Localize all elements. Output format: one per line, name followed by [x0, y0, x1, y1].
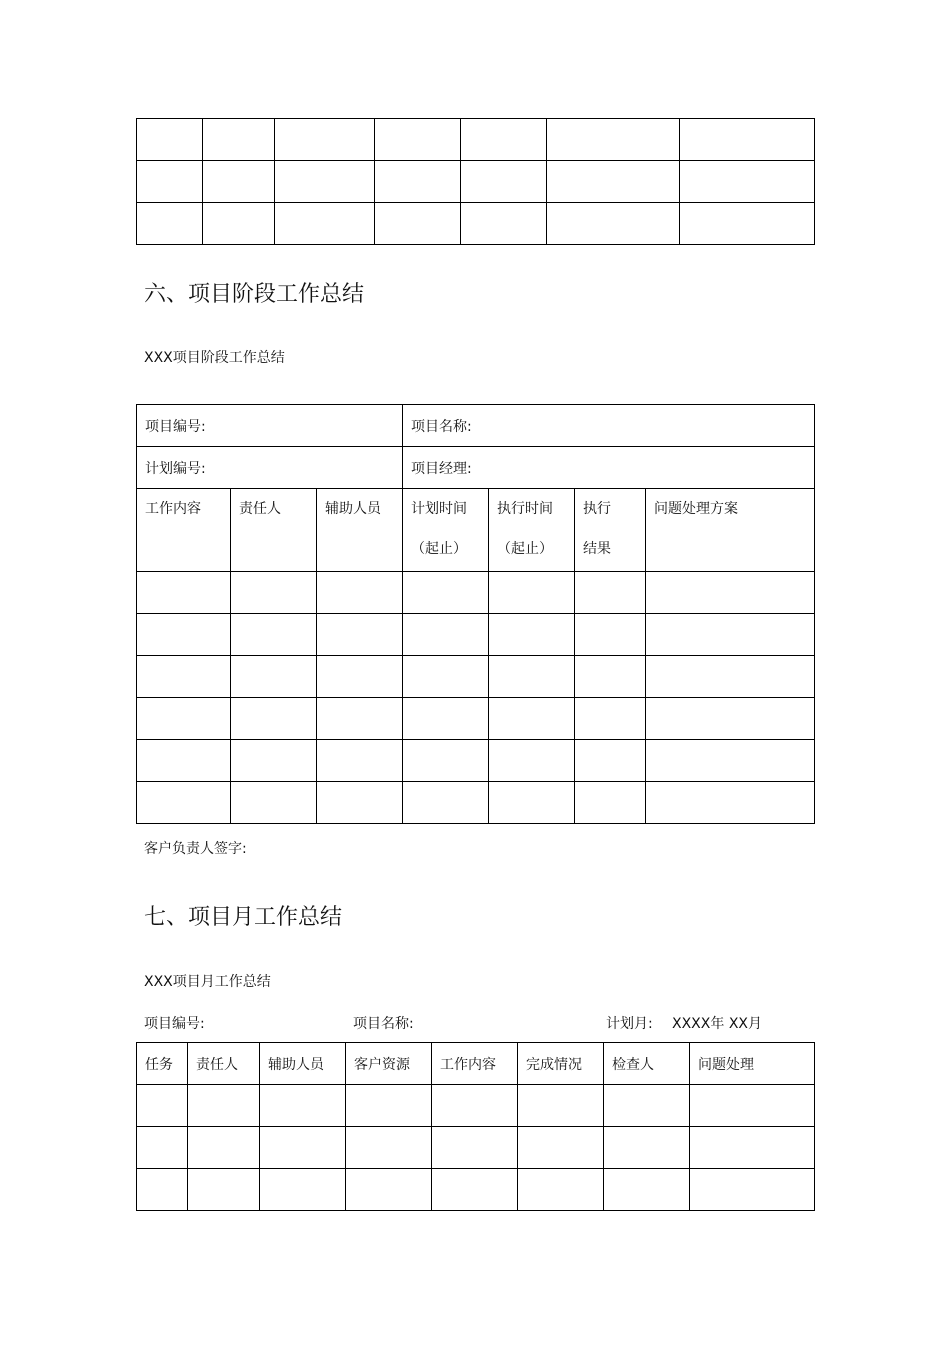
table-row: [137, 782, 815, 824]
header-cell: 检查人: [604, 1043, 690, 1085]
table-row: [137, 614, 815, 656]
table-row: [137, 1127, 815, 1169]
header-cell: 工作内容: [137, 489, 231, 572]
project-no-cell: [137, 405, 403, 447]
table-row: [137, 161, 815, 203]
header-cell: 执行时间 （起止）: [489, 489, 575, 572]
header-cell: 辅助人员: [317, 489, 403, 572]
table-row: [137, 203, 815, 245]
monthly-project-no-label: 项目编号:: [144, 1016, 205, 1032]
table-row: [137, 405, 815, 447]
header-cell: 辅助人员: [260, 1043, 346, 1085]
section6-heading: 六、项目阶段工作总结: [144, 282, 365, 307]
table-row: [137, 572, 815, 614]
project-name-label: 项目名称:: [411, 418, 472, 435]
section7-subtitle: XXX项目月工作总结: [144, 974, 271, 990]
header-cell: 任务: [137, 1043, 188, 1085]
monthly-project-name-label: 项目名称:: [353, 1016, 414, 1032]
client-signature-label: 客户负责人签字:: [144, 841, 247, 857]
table-header-row: [137, 1043, 815, 1085]
header-cell: 完成情况: [518, 1043, 604, 1085]
pm-cell: [403, 447, 815, 489]
project-manager-label: 项目经理:: [411, 460, 472, 477]
top-continuation-table: [136, 118, 815, 245]
table-row: [137, 1169, 815, 1211]
plan-no-cell: [137, 447, 403, 489]
section7-heading: 七、项目月工作总结: [144, 905, 343, 930]
project-no-label: 项目编号:: [145, 418, 206, 435]
header-cell: 问题处理方案: [646, 489, 815, 572]
table-row: [137, 119, 815, 161]
project-name-cell: [403, 405, 815, 447]
plan-no-label: 计划编号:: [145, 460, 206, 477]
section6-subtitle: XXX项目阶段工作总结: [144, 350, 285, 366]
stage-summary-table: [136, 404, 815, 824]
plan-month-value: XXXX年 XX月: [672, 1016, 762, 1032]
header-cell: 计划时间 （起止）: [403, 489, 489, 572]
header-cell: 问题处理: [690, 1043, 815, 1085]
header-cell: 责任人: [231, 489, 317, 572]
table-row: [137, 656, 815, 698]
table-row: [137, 698, 815, 740]
header-cell: 执行 结果: [575, 489, 646, 572]
table-header-row: [137, 489, 815, 572]
header-cell: 责任人: [188, 1043, 260, 1085]
monthly-summary-table: [136, 1042, 815, 1211]
plan-month-label: 计划月:: [606, 1016, 653, 1032]
table-row: [137, 447, 815, 489]
header-cell: 客户资源: [346, 1043, 432, 1085]
table-row: [137, 1085, 815, 1127]
header-cell: 工作内容: [432, 1043, 518, 1085]
table-row: [137, 740, 815, 782]
